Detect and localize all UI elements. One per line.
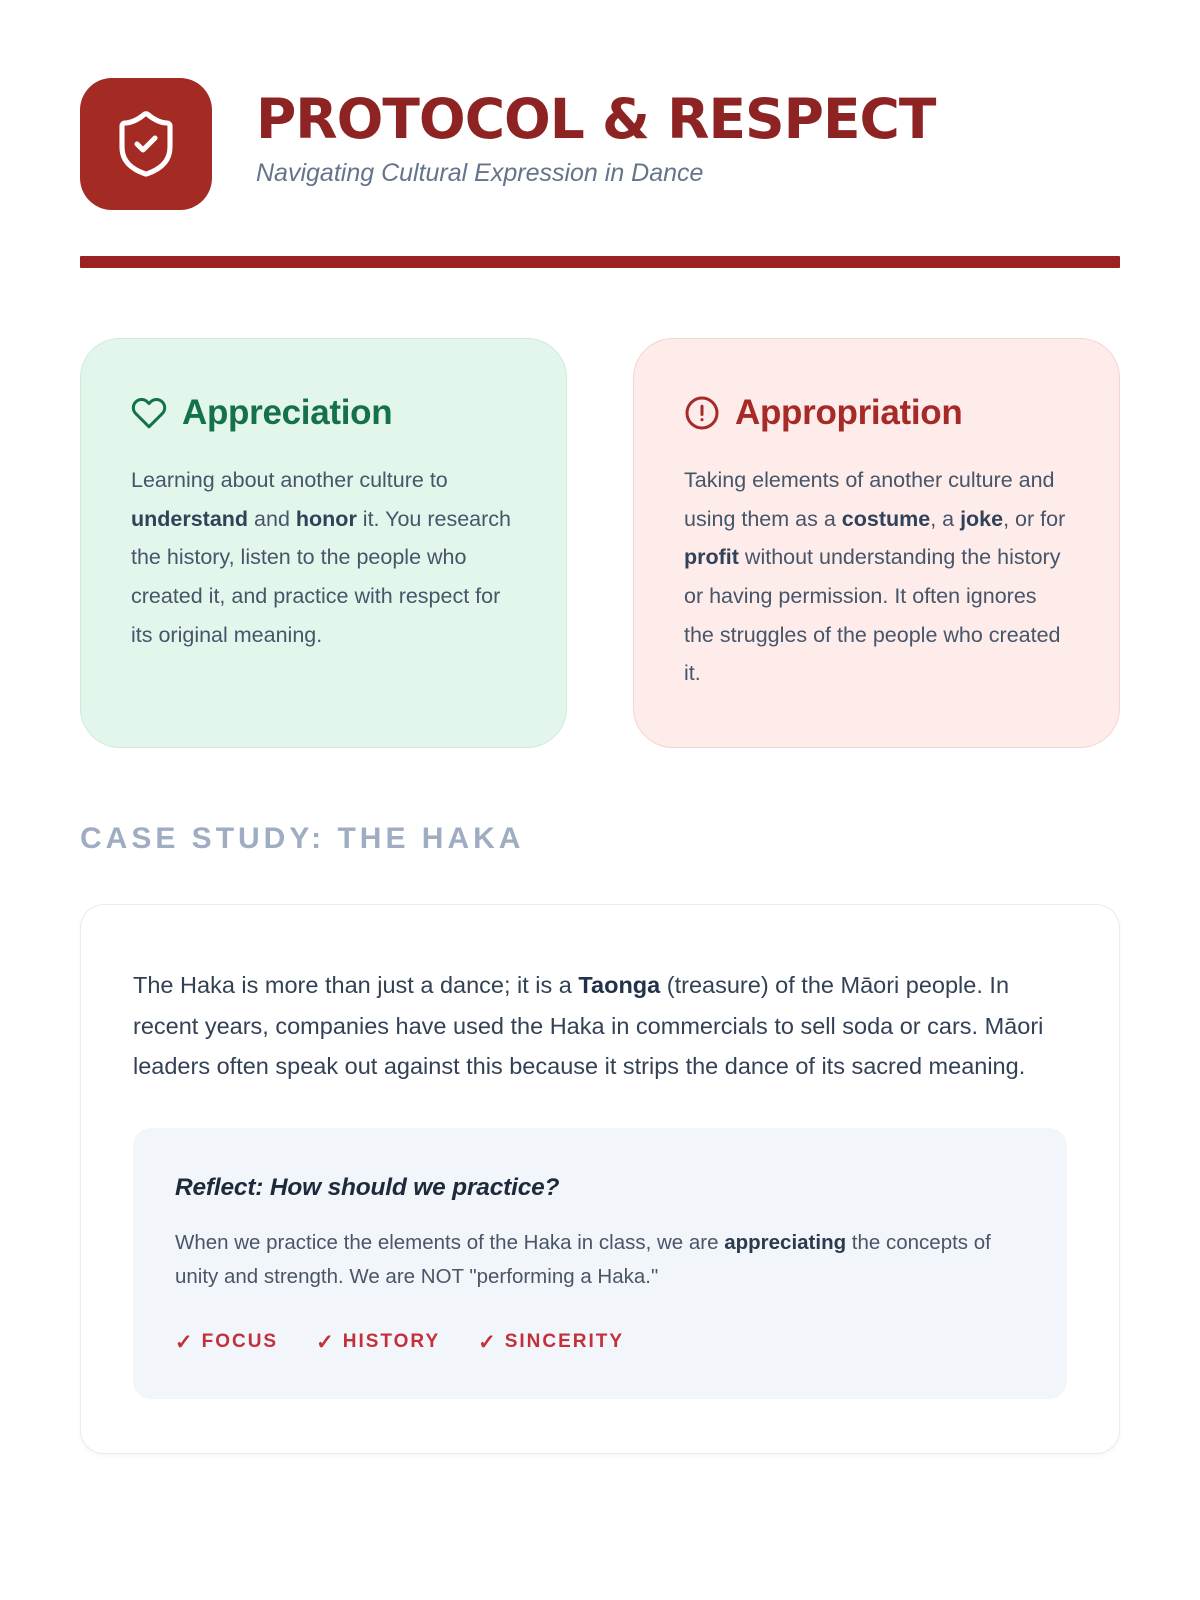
- header-text: [256, 78, 935, 188]
- appreciation-body: Learning about another culture to understand and honor it. You research the history, listen to the people who created it, and practice with respect for its original meaning.: [131, 468, 511, 647]
- tag-label: FOCUS: [201, 1331, 279, 1353]
- reflect-panel: [133, 1128, 1067, 1399]
- case-study-section-title: CASE STUDY: THE HAKA: [80, 822, 525, 856]
- divider-rule: [80, 256, 1120, 268]
- tag-row: [175, 1330, 1025, 1355]
- case-study-card: [80, 904, 1120, 1454]
- appropriation-card: [633, 338, 1120, 748]
- appropriation-heading: [684, 393, 1069, 433]
- tag-label: HISTORY: [342, 1331, 441, 1353]
- check-icon: ✓: [175, 1330, 193, 1354]
- appreciation-title: Appreciation: [182, 393, 393, 432]
- check-icon: ✓: [316, 1330, 334, 1354]
- shield-check-icon: [110, 108, 182, 180]
- page-title: PROTOCOL & RESPECT: [256, 87, 936, 151]
- reflect-title: Reflect: How should we practice?: [175, 1174, 560, 1202]
- tag-label: SINCERITY: [504, 1331, 625, 1353]
- header: [80, 78, 1120, 210]
- appreciation-card: [80, 338, 567, 748]
- check-icon: ✓: [478, 1330, 496, 1354]
- tag-history: [316, 1330, 440, 1355]
- page-subtitle: Navigating Cultural Expression in Dance: [256, 159, 704, 187]
- heart-icon: [131, 395, 167, 431]
- appropriation-body: Taking elements of another culture and using them as a costume, a joke, or for profit without understanding the history or having permission. It often ignores the struggles of the people who created it.: [684, 468, 1066, 686]
- comparison-cards: [80, 338, 1120, 748]
- case-study-paragraph: The Haka is more than just a dance; it is a Taonga (treasure) of the Māori people. In recent years, companies have used the Haka in commercials to sell soda or cars. Māori leaders often speak out against this because it strips the dance of its sacred meaning.: [133, 972, 1044, 1079]
- reflect-body: When we practice the elements of the Haka in class, we are appreciating the concepts of unity and strength. We are NOT "performing a Haka.": [175, 1231, 991, 1289]
- appreciation-heading: [131, 393, 516, 433]
- shield-tile: [80, 78, 212, 210]
- appropriation-title: Appropriation: [735, 393, 963, 432]
- tag-focus: [175, 1330, 278, 1355]
- tag-sincerity: [478, 1330, 624, 1355]
- alert-circle-icon: [684, 395, 720, 431]
